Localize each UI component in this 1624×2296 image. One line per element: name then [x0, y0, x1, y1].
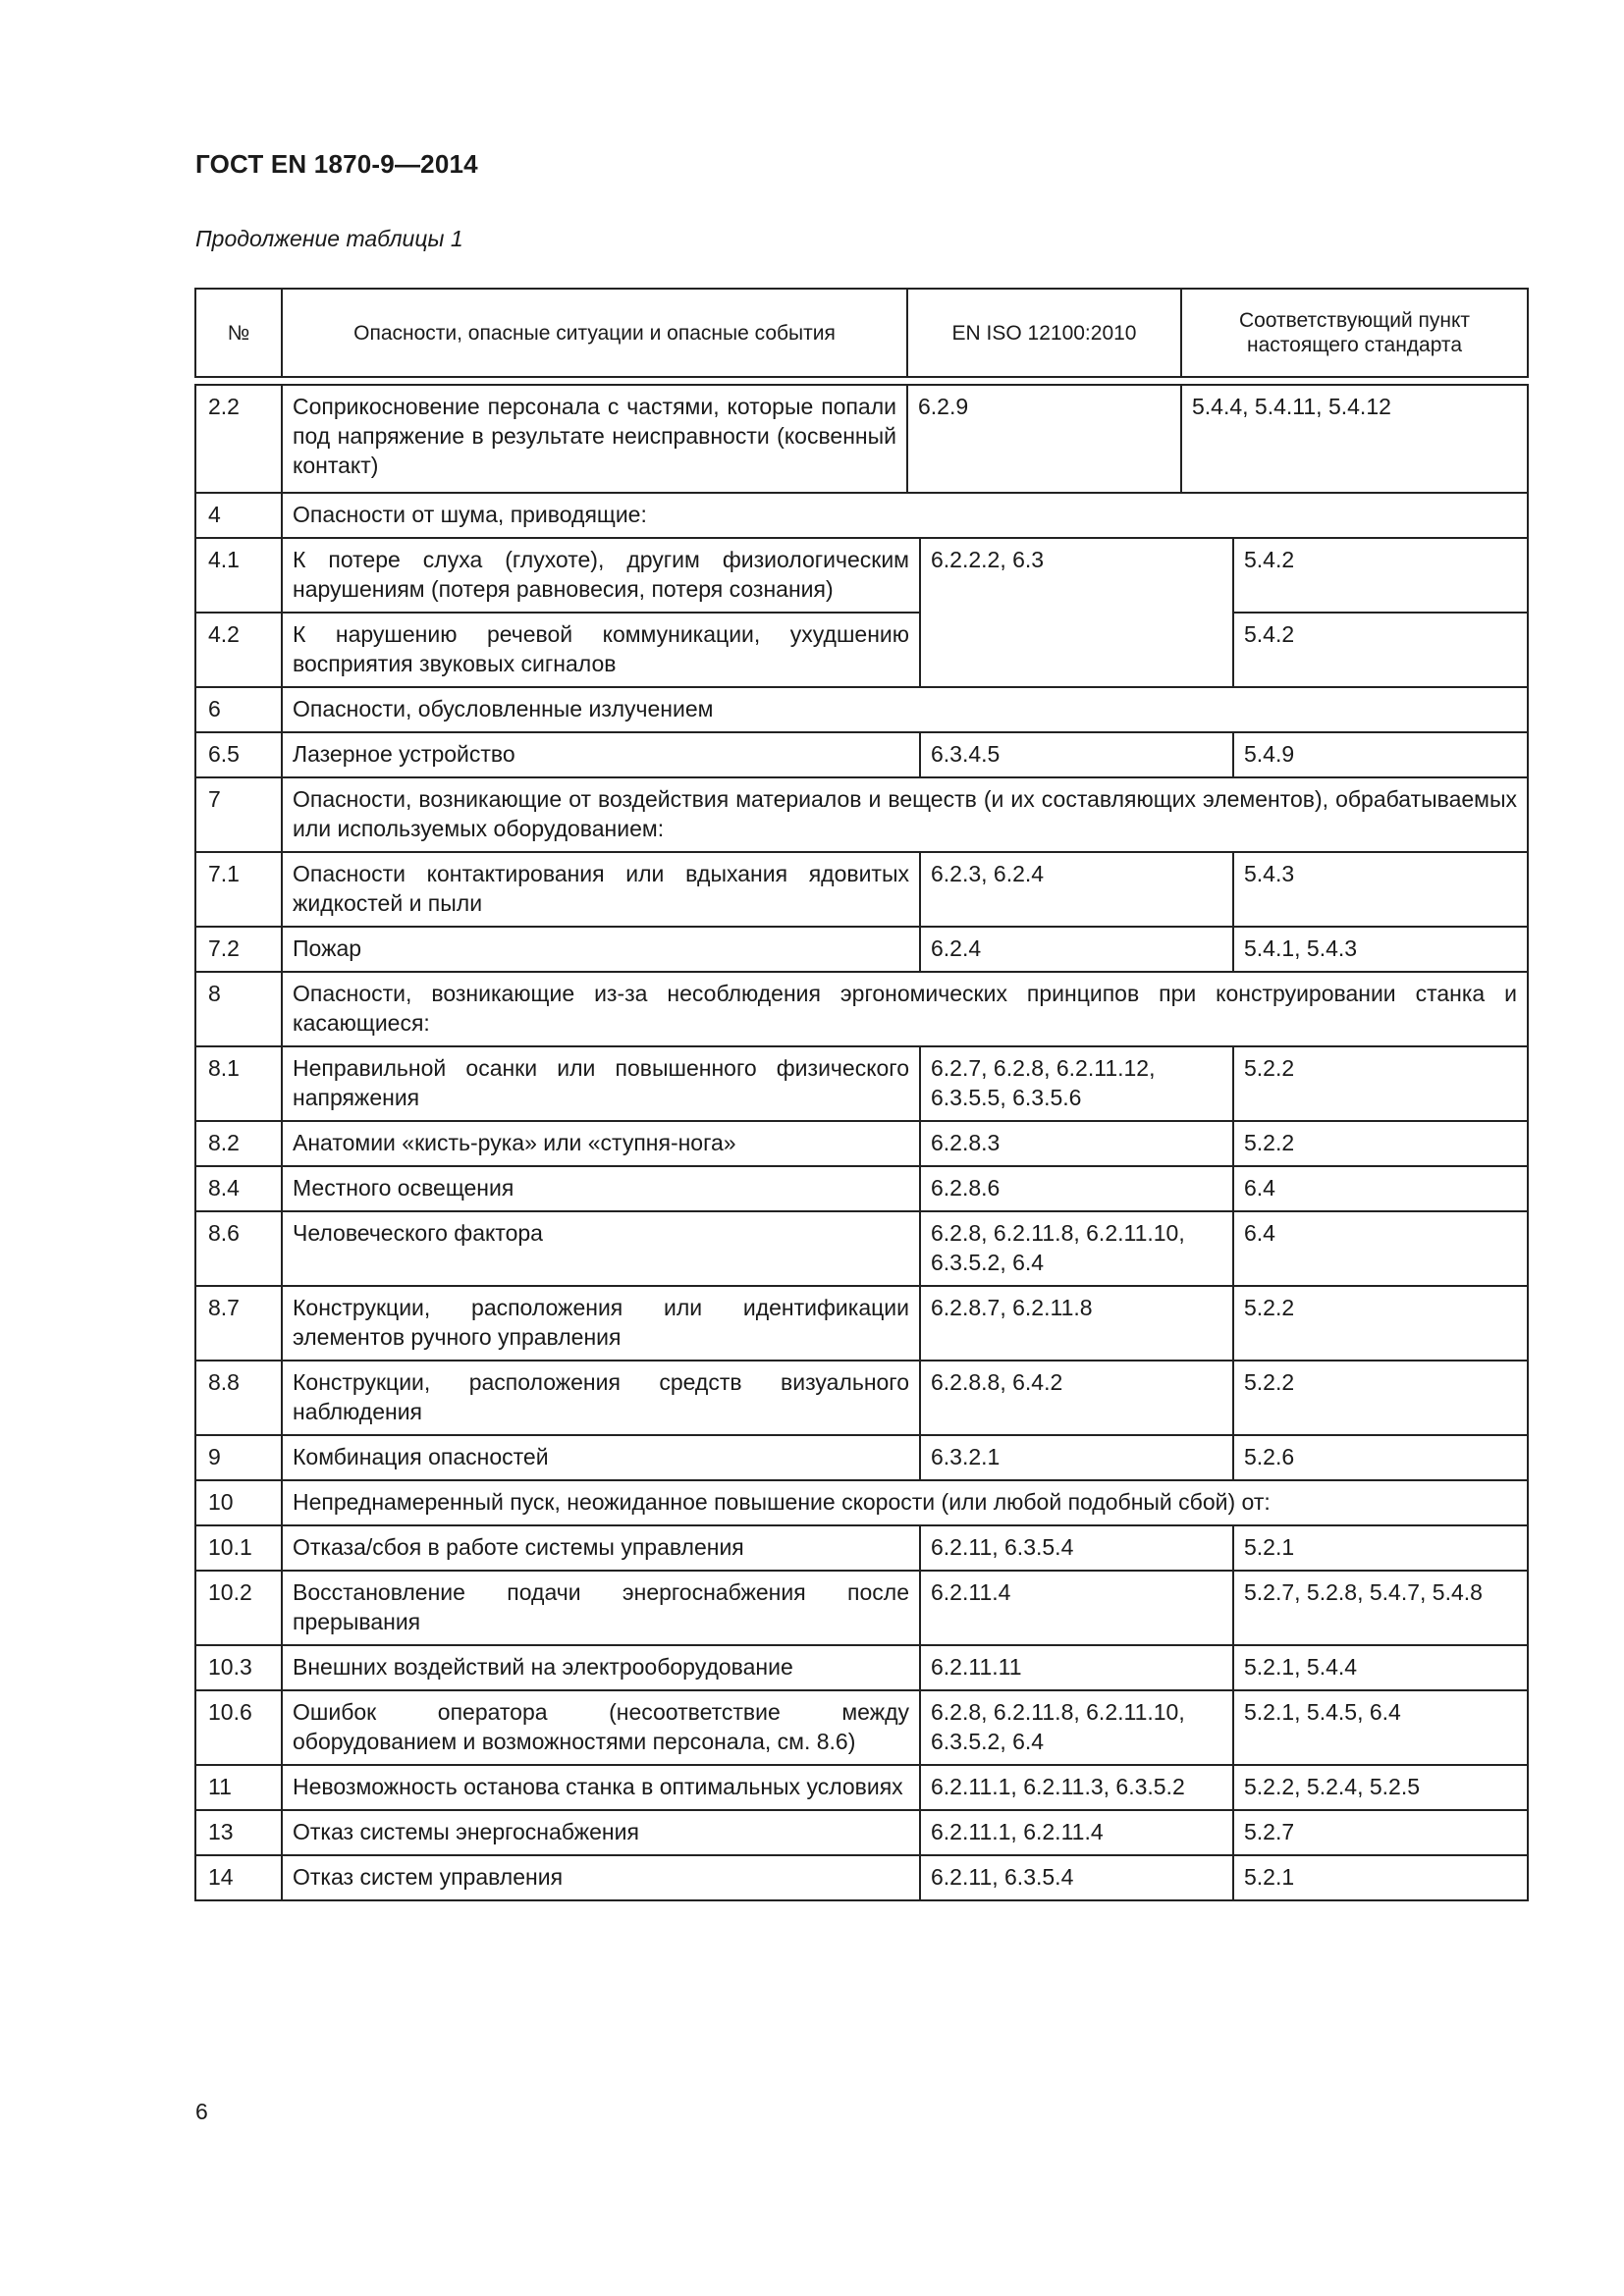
row-clause: 5.2.7, 5.2.8, 5.4.7, 5.4.8: [1233, 1571, 1528, 1645]
table-row: [195, 927, 1528, 972]
row-desc: К нарушению речевой коммуникации, ухудшению восприятия звуковых сигналов: [282, 613, 920, 687]
table-row: [195, 1435, 1528, 1480]
row-num: 10.1: [195, 1525, 282, 1571]
header-iso: EN ISO 12100:2010: [907, 289, 1181, 377]
table-row: [195, 1286, 1528, 1361]
row-clause: 5.2.2: [1233, 1361, 1528, 1435]
row-desc: Опасности, возникающие из-за несоблюдения эргономических принципов при конструировании станка и касающиеся:: [282, 972, 1528, 1046]
row-clause: 5.2.1: [1233, 1525, 1528, 1571]
row-desc: Невозможность останова станка в оптимальных условиях: [282, 1765, 920, 1810]
table-row: [195, 1525, 1528, 1571]
row-num: 2.2: [195, 385, 282, 493]
row-num: 14: [195, 1855, 282, 1900]
row-clause: 5.2.1: [1233, 1855, 1528, 1900]
row-clause: 5.2.6: [1233, 1435, 1528, 1480]
row-desc: Опасности контактирования или вдыхания ядовитых жидкостей и пыли: [282, 852, 920, 927]
page-number: 6: [195, 2099, 208, 2124]
row-num: 4: [195, 493, 282, 538]
row-iso: 6.2.4: [920, 927, 1233, 972]
row-num: 8.2: [195, 1121, 282, 1166]
table-row: [195, 1690, 1528, 1765]
row-desc: Опасности, обусловленные излучением: [282, 687, 1528, 732]
row-clause: 5.4.2: [1233, 613, 1528, 687]
table-row: [195, 538, 1528, 613]
row-desc: Отказа/сбоя в работе системы управления: [282, 1525, 920, 1571]
header-clause: Соответствующий пункт настоящего стандарта: [1181, 289, 1528, 377]
header-row: [195, 289, 1528, 377]
row-iso: 6.2.8, 6.2.11.8, 6.2.11.10, 6.3.5.2, 6.4: [920, 1690, 1233, 1765]
table-row: [195, 1765, 1528, 1810]
row-desc: Конструкции, расположения средств визуального наблюдения: [282, 1361, 920, 1435]
row-iso: 6.2.11, 6.3.5.4: [920, 1525, 1233, 1571]
row-iso: 6.2.8.8, 6.4.2: [920, 1361, 1233, 1435]
row-num: 8.6: [195, 1211, 282, 1286]
row-desc: Пожар: [282, 927, 920, 972]
row-num: 7.1: [195, 852, 282, 927]
table-body: [194, 492, 1529, 1901]
table-row: [195, 1810, 1528, 1855]
row-clause: 5.4.1, 5.4.3: [1233, 927, 1528, 972]
header-num: №: [195, 289, 282, 377]
table-row: [195, 732, 1528, 777]
row-iso: 6.2.8.3: [920, 1121, 1233, 1166]
hazards-table: [194, 288, 1527, 1901]
row-num: 6.5: [195, 732, 282, 777]
row-num: 8.1: [195, 1046, 282, 1121]
table-row: [195, 1361, 1528, 1435]
row-clause: 5.2.2: [1233, 1046, 1528, 1121]
table-caption: Продолжение таблицы 1: [195, 226, 463, 251]
table-row: [195, 1121, 1528, 1166]
row-clause: 5.4.3: [1233, 852, 1528, 927]
row-num: 8.4: [195, 1166, 282, 1211]
table-row: [195, 1571, 1528, 1645]
row-clause: 5.2.2: [1233, 1286, 1528, 1361]
row-desc: К потере слуха (глухоте), другим физиологическим нарушениям (потеря равновесия, потеря сознания): [282, 538, 920, 613]
row-num: 4.2: [195, 613, 282, 687]
row-desc: Отказ систем управления: [282, 1855, 920, 1900]
table-header: [194, 288, 1529, 378]
row-iso: 6.2.8.6: [920, 1166, 1233, 1211]
row-clause: 6.4: [1233, 1211, 1528, 1286]
row-num: 8: [195, 972, 282, 1046]
row-clause: 6.4: [1233, 1166, 1528, 1211]
table-row: [195, 777, 1528, 852]
row-num: 13: [195, 1810, 282, 1855]
row-iso: 6.2.3, 6.2.4: [920, 852, 1233, 927]
row-clause: 5.2.1, 5.4.5, 6.4: [1233, 1690, 1528, 1765]
row-num: 10.2: [195, 1571, 282, 1645]
row-num: 11: [195, 1765, 282, 1810]
table-row: [195, 1480, 1528, 1525]
row-clause: 5.2.7: [1233, 1810, 1528, 1855]
row-num: 9: [195, 1435, 282, 1480]
row-num: 7: [195, 777, 282, 852]
table-row: [195, 1645, 1528, 1690]
row-num: 7.2: [195, 927, 282, 972]
row-desc: Опасности, возникающие от воздействия материалов и веществ (и их составляющих элементов), обрабатываемых или используемых оборудованием:: [282, 777, 1528, 852]
table-row: [195, 1046, 1528, 1121]
row-iso: 6.2.9: [907, 385, 1181, 493]
row-desc: Внешних воздействий на электрооборудование: [282, 1645, 920, 1690]
row-iso: 6.3.4.5: [920, 732, 1233, 777]
table-row: [195, 1211, 1528, 1286]
table-row: [195, 687, 1528, 732]
table-first-row: [194, 384, 1529, 494]
row-iso: 6.2.7, 6.2.8, 6.2.11.12, 6.3.5.5, 6.3.5.6: [920, 1046, 1233, 1121]
table-row: [195, 852, 1528, 927]
row-num: 10: [195, 1480, 282, 1525]
row-clause: 5.4.2: [1233, 538, 1528, 613]
row-iso: 6.2.11, 6.3.5.4: [920, 1855, 1233, 1900]
row-iso: 6.2.8, 6.2.11.8, 6.2.11.10, 6.3.5.2, 6.4: [920, 1211, 1233, 1286]
row-clause: 5.4.9: [1233, 732, 1528, 777]
row-num: 10.6: [195, 1690, 282, 1765]
table-row: [195, 385, 1528, 493]
row-desc: Неправильной осанки или повышенного физического напряжения: [282, 1046, 920, 1121]
row-desc: Комбинация опасностей: [282, 1435, 920, 1480]
row-iso: 6.2.2.2, 6.3: [920, 538, 1233, 687]
row-clause: 5.4.4, 5.4.11, 5.4.12: [1181, 385, 1528, 493]
row-iso: 6.2.11.4: [920, 1571, 1233, 1645]
row-num: 4.1: [195, 538, 282, 613]
table-row: [195, 1166, 1528, 1211]
row-desc: Соприкосновение персонала с частями, которые попали под напряжение в результате неисправности (косвенный контакт): [282, 385, 907, 493]
row-iso: 6.3.2.1: [920, 1435, 1233, 1480]
row-clause: 5.2.2: [1233, 1121, 1528, 1166]
table-row: [195, 613, 1528, 687]
table-row: [195, 1855, 1528, 1900]
row-desc: Анатомии «кисть-рука» или «ступня-нога»: [282, 1121, 920, 1166]
document-title: ГОСТ EN 1870-9—2014: [195, 149, 478, 179]
row-clause: 5.2.2, 5.2.4, 5.2.5: [1233, 1765, 1528, 1810]
row-desc: Конструкции, расположения или идентификации элементов ручного управления: [282, 1286, 920, 1361]
header-hazards: Опасности, опасные ситуации и опасные события: [282, 289, 907, 377]
row-desc: Опасности от шума, приводящие:: [282, 493, 1528, 538]
row-desc: Отказ системы энергоснабжения: [282, 1810, 920, 1855]
row-desc: Лазерное устройство: [282, 732, 920, 777]
row-num: 8.8: [195, 1361, 282, 1435]
table-row: [195, 493, 1528, 538]
row-num: 8.7: [195, 1286, 282, 1361]
row-clause: 5.2.1, 5.4.4: [1233, 1645, 1528, 1690]
row-desc: Человеческого фактора: [282, 1211, 920, 1286]
row-iso: 6.2.11.11: [920, 1645, 1233, 1690]
row-num: 10.3: [195, 1645, 282, 1690]
row-desc: Восстановление подачи энергоснабжения после прерывания: [282, 1571, 920, 1645]
row-iso: 6.2.11.1, 6.2.11.3, 6.3.5.2: [920, 1765, 1233, 1810]
row-num: 6: [195, 687, 282, 732]
row-desc: Ошибок оператора (несоответствие между оборудованием и возможностями персонала, см. 8.6): [282, 1690, 920, 1765]
row-iso: 6.2.11.1, 6.2.11.4: [920, 1810, 1233, 1855]
row-iso: 6.2.8.7, 6.2.11.8: [920, 1286, 1233, 1361]
row-desc: Местного освещения: [282, 1166, 920, 1211]
table-row: [195, 972, 1528, 1046]
row-desc: Непреднамеренный пуск, неожиданное повышение скорости (или любой подобный сбой) от:: [282, 1480, 1528, 1525]
